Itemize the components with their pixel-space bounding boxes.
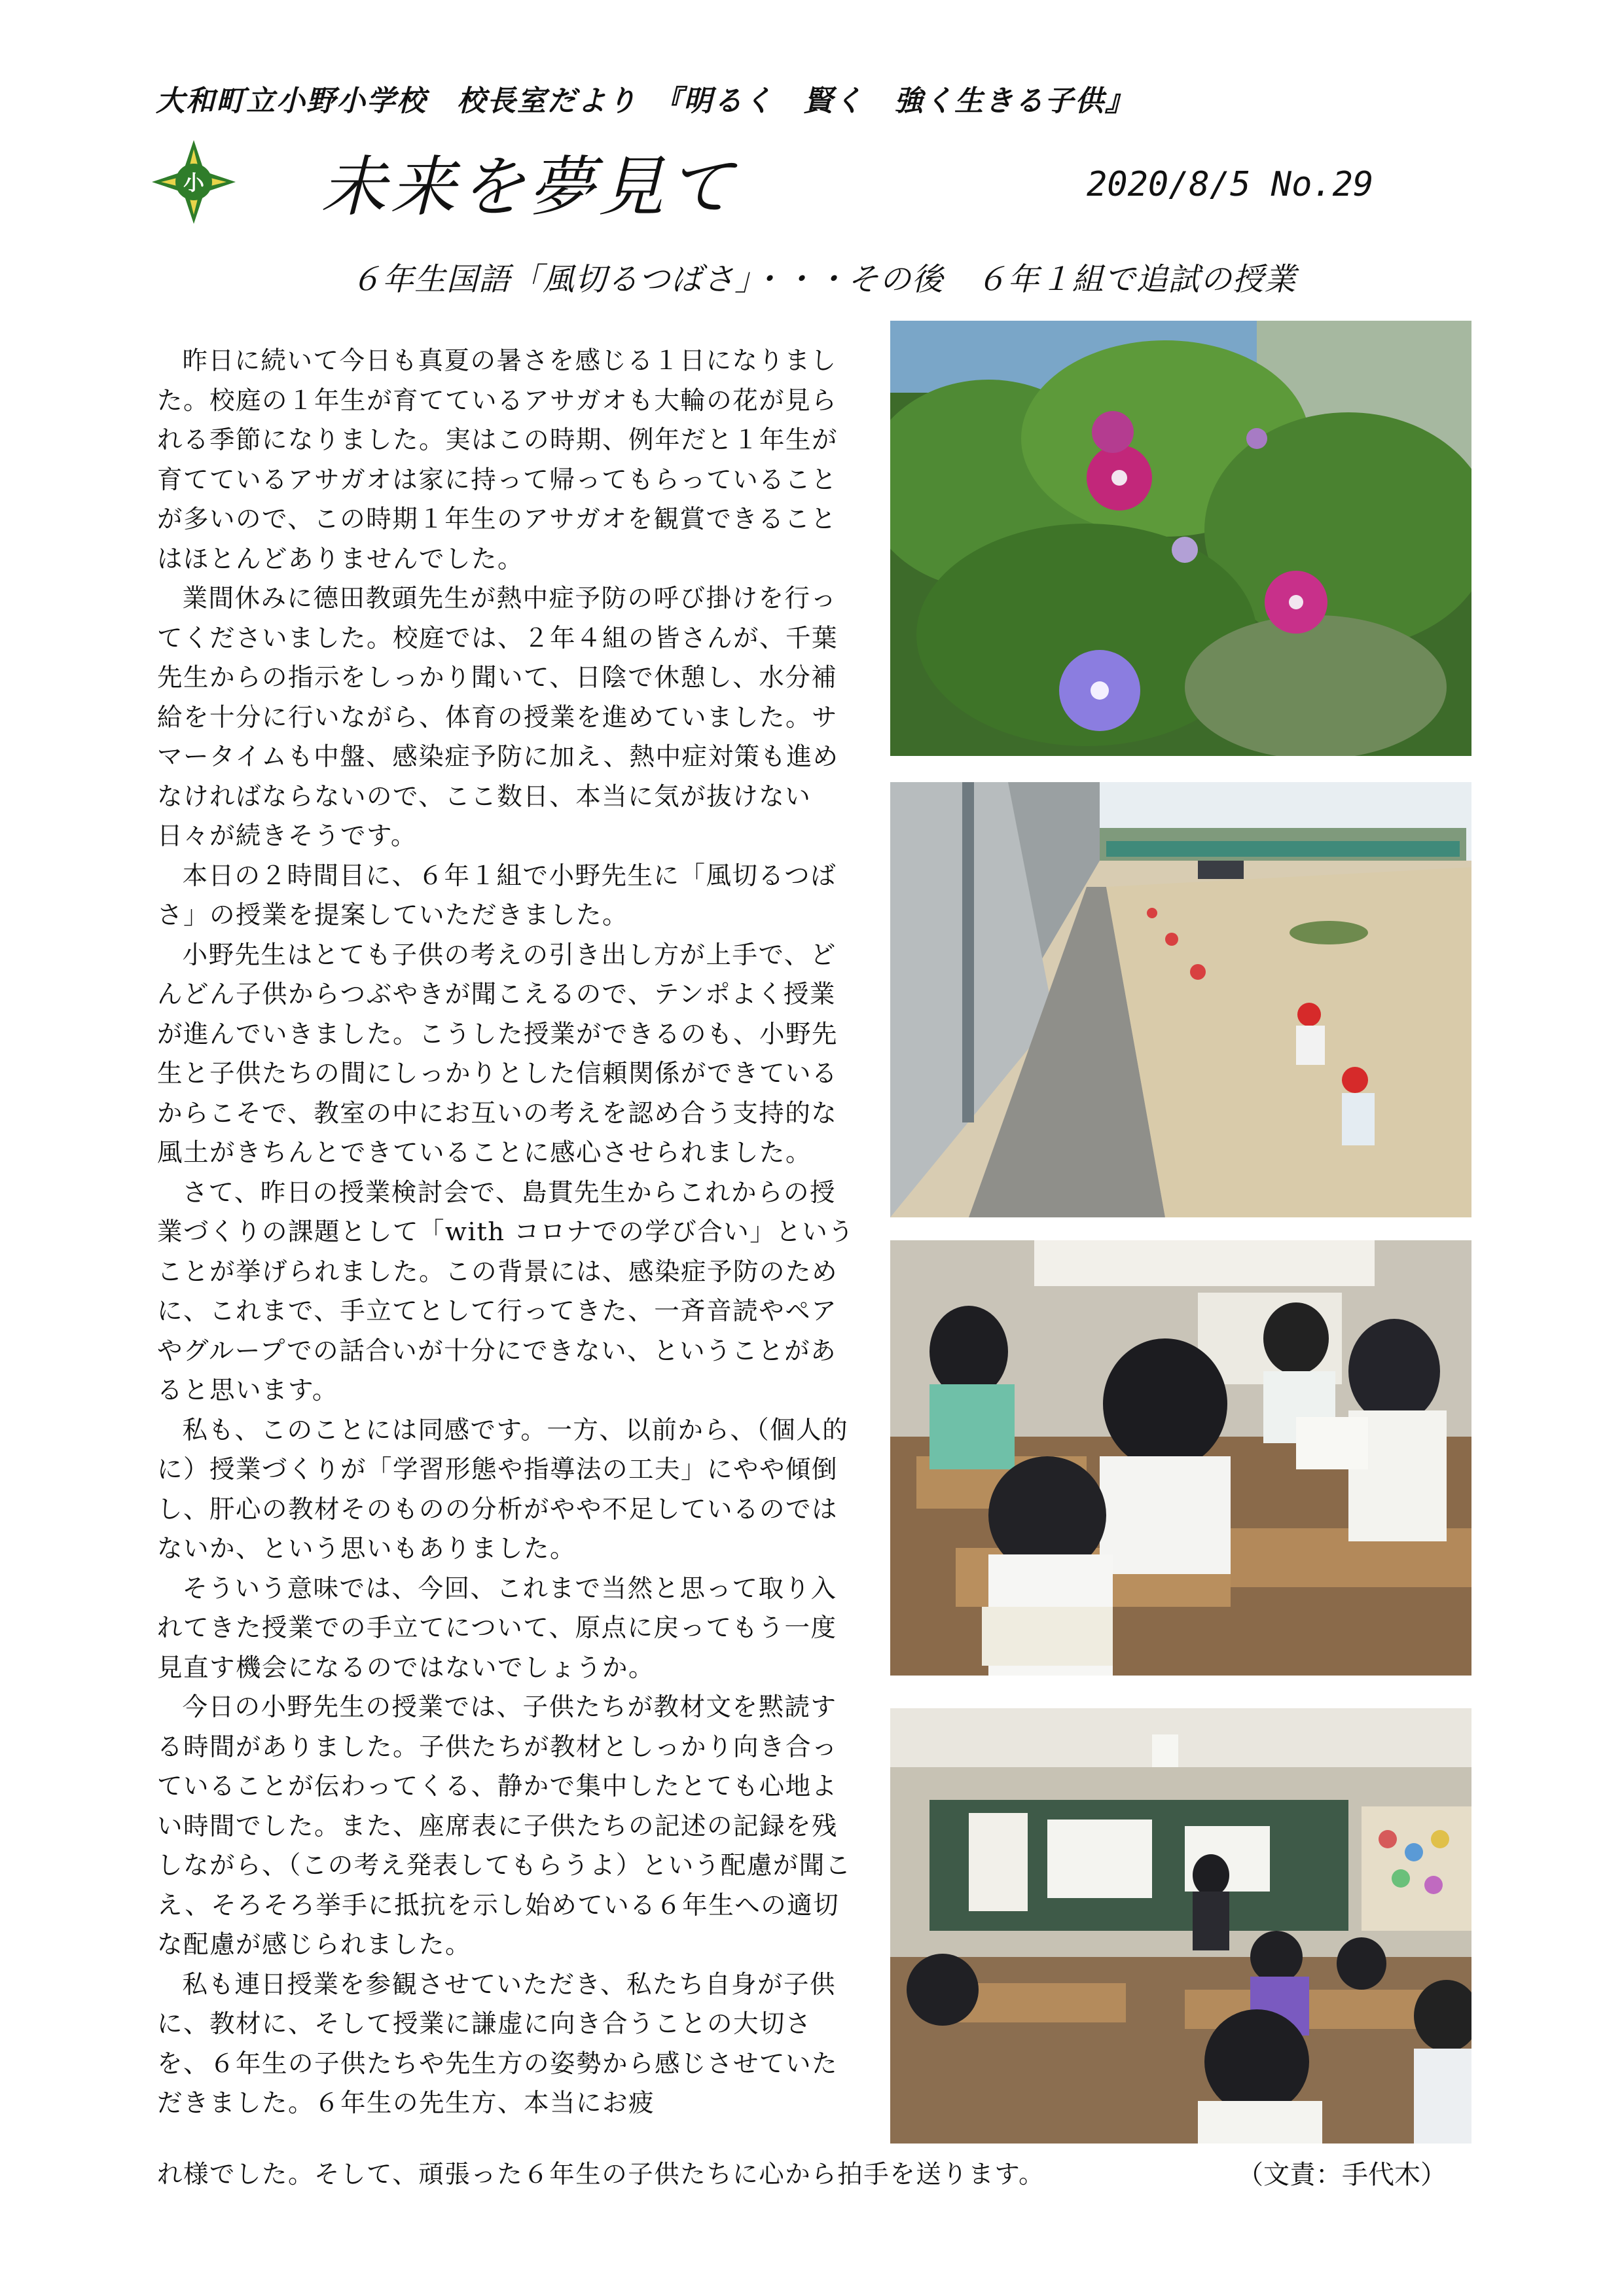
article-body <box>157 342 861 2124</box>
author-credit: （文責：手代木） <box>1237 2160 1447 2190</box>
school-emblem-icon <box>149 137 238 226</box>
paragraph: 今日の小野先生の授業では、子供たちが教材文を黙読する時間がありました。子供たちが教材としっかり向き合っていることが伝わってくる、静かで集中したとても心地よい時間でした。また、座席表に子供たちの記述の記録を残しながら、（この考え発表してもらうよ）という配慮が聞こえ、そろそろ挙手に抵抗を示し始めている６年生への適切な配慮が感じられました。 <box>157 1693 852 1960</box>
photo-morning-glories <box>890 321 1471 756</box>
paragraph: 私も連日授業を参観させていただき、私たち自身が子供に、教材に、そして授業に謙虚に向き合うことの大切さを、６年生の子供たちや先生方の姿勢から感じさせていただきました。６年生の先生方、本当にお疲 <box>157 1969 839 2118</box>
paragraph: 昨日に続いて今日も真夏の暑さを感じる１日になりました。校庭の１年生が育てているアサガオも大輪の花が見られる季節になりました。実はこの時期、例年だと１年生が育てているアサガオは家に持って帰ってもらっていることが多いので、この時期１年生のアサガオを観賞できることはほとんどありませんでした。 <box>157 346 839 574</box>
paragraph: 本日の２時間目に、６年１組で小野先生に「風切るつばさ」の授業を提案していただきました。 <box>157 861 837 930</box>
photo-classroom-teacher <box>890 1708 1471 2144</box>
paragraph: 業間休みに德田教頭先生が熱中症予防の呼び掛けを行ってくださいました。校庭では、２年４組の皆さんが、千葉先生からの指示をしっかり聞いて、日陰で休憩し、水分補給を十分に行いながら、体育の授業を進めていました。サマータイムも中盤、感染症予防に加え、熱中症対策も進めなければならないので、ここ数日、本当に気が抜けない日々が続きそうです。 <box>157 584 839 851</box>
photo-students-reading <box>890 1240 1471 1676</box>
emblem-char: 小 <box>183 170 205 195</box>
closing-line: れ様でした。そして、頑張った６年生の子供たちに心から拍手を送ります。 <box>157 2160 1045 2189</box>
school-header: 大和町立小野小学校 校長室だより 『明るく 賢く 強く生きる子供』 <box>156 84 1135 118</box>
article-subtitle: ６年生国語「風切るつばさ」・・・その後 ６年１組で追試の授業 <box>350 261 1297 298</box>
paragraph: そういう意味では、今回、これまで当然と思って取り入れてきた授業での手立てについて、原点に戻ってもう一度見直す機会になるのではないでしょうか。 <box>157 1573 837 1683</box>
page-title: 未来を夢見て <box>321 149 737 225</box>
photo-schoolyard-corridor <box>890 782 1471 1217</box>
issue-date: 2020/8/5 No.29 <box>1087 165 1374 204</box>
paragraph: 小野先生はとても子供の考えの引き出し方が上手で、どんどん子供からつぶやきが聞こえるので、テンポよく授業が進んでいきました。こうした授業ができるのも、小野先生と子供たちの間にしっかりとした信頼関係ができているからこそで、教室の中にお互いの考えを認め合う支持的な風土がきちんとできていることに感心させられました。 <box>157 940 839 1168</box>
paragraph: 私も、このことには同感です。一方、以前から、（個人的に）授業づくりが「学習形態や指導法の工夫」にやや傾倒し、肝心の教材そのものの分析がやや不足しているのではないか、という思いもありました。 <box>157 1415 849 1564</box>
paragraph: さて、昨日の授業検討会で、島貫先生からこれからの授業づくりの課題として「with コロナでの学び合い」ということが挙げられました。この背景には、感染症予防のために、これまで、手立てとして行ってきた、一斉音読やペアやグループでの話合いが十分にできない、ということがあると思います。 <box>157 1177 855 1405</box>
